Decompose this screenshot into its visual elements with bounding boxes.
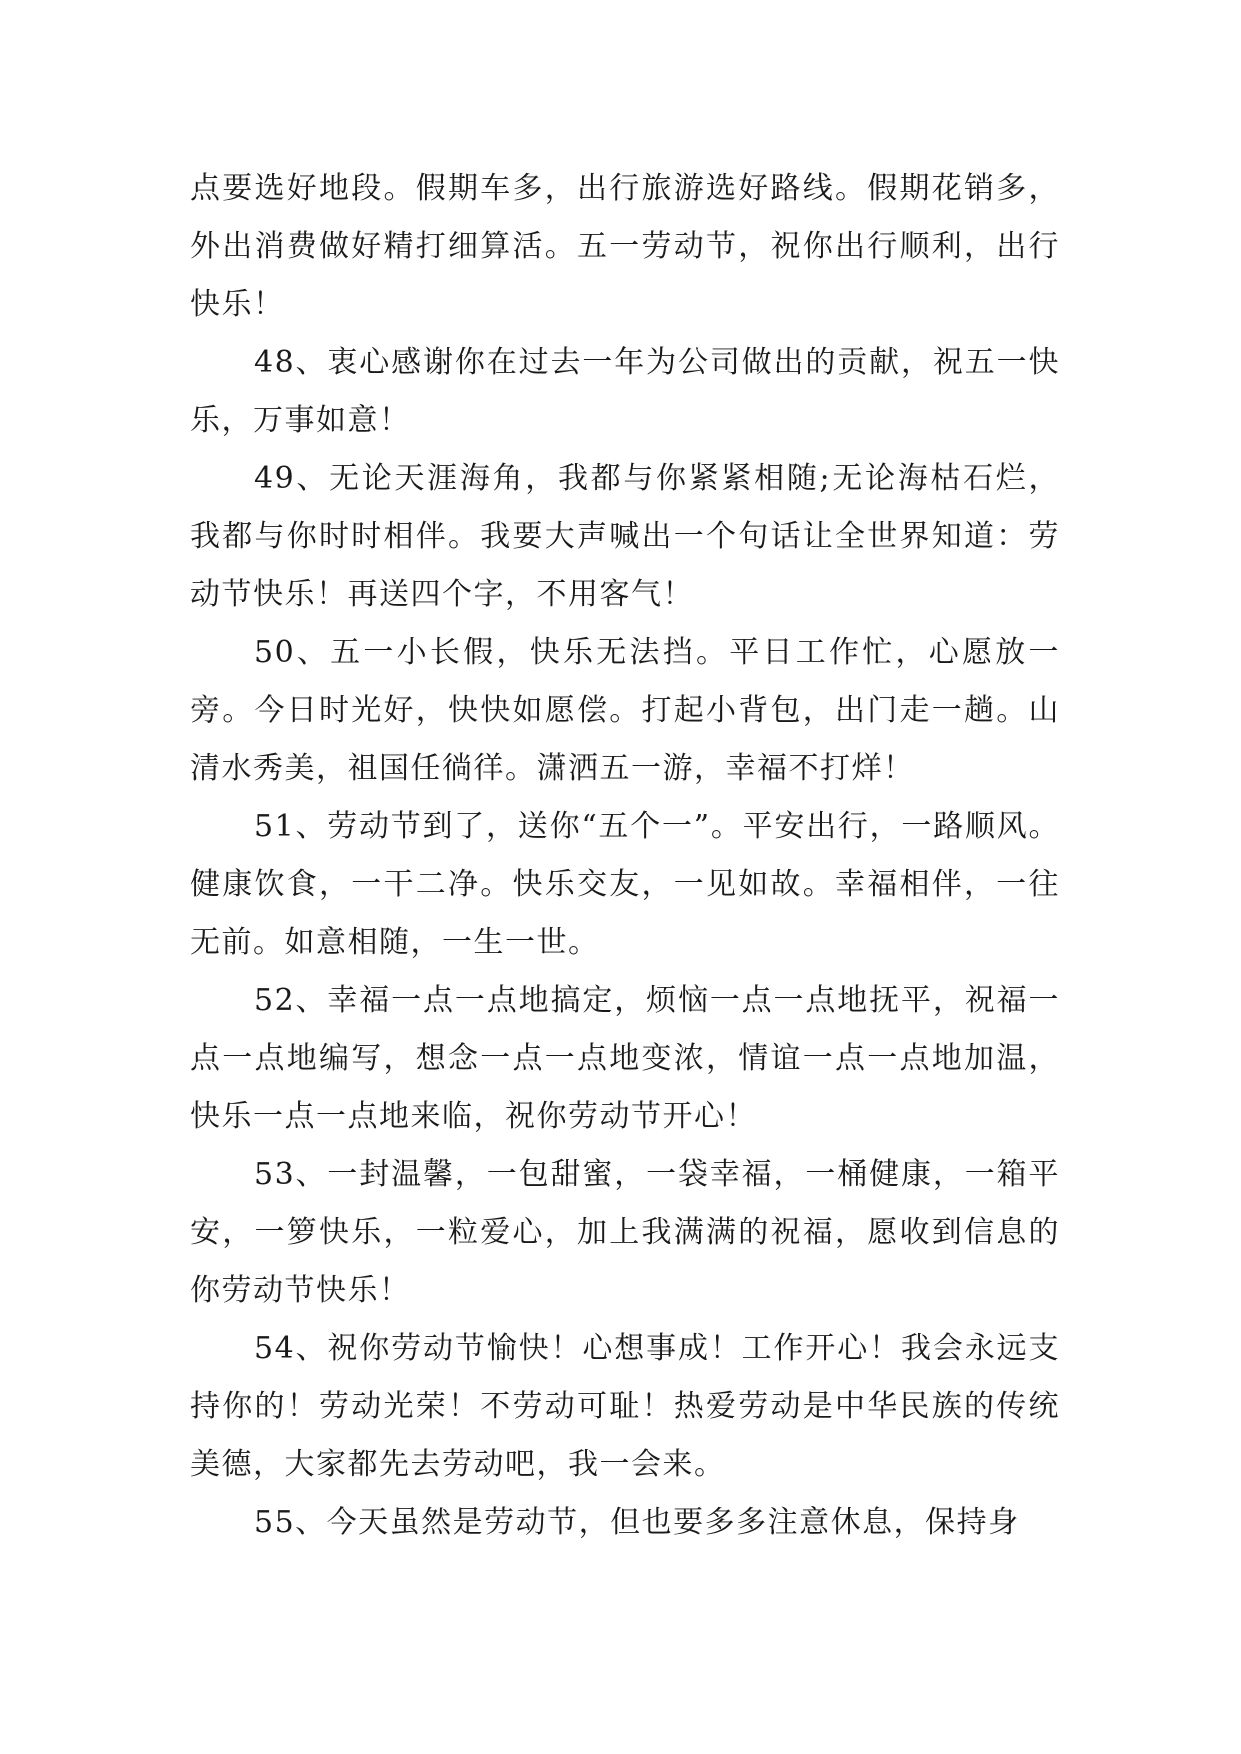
paragraph-49: 49、无论天涯海角，我都与你紧紧相随;无论海枯石烂，我都与你时时相伴。我要大声喊出一个句话让全世界知道：劳动节快乐！再送四个字，不用客气！ xyxy=(190,461,1060,612)
paragraph-continuation: 点要选好地段。假期车多，出行旅游选好路线。假期花销多，外出消费做好精打细算活。五一劳动节，祝你出行顺利，出行快乐！ xyxy=(190,171,1060,322)
paragraph-54: 54、祝你劳动节愉快！心想事成！工作开心！我会永远支持你的！劳动光荣！不劳动可耻！热爱劳动是中华民族的传统美德，大家都先去劳动吧，我一会来。 xyxy=(190,1331,1060,1482)
paragraph-51: 51、劳动节到了，送你“五个一”。平安出行，一路顺风。健康饮食，一干二净。快乐交友，一见如故。幸福相伴，一往无前。如意相随，一生一世。 xyxy=(190,809,1060,960)
paragraph-53: 53、一封温馨，一包甜蜜，一袋幸福，一桶健康，一箱平安，一箩快乐，一粒爱心，加上我满满的祝福，愿收到信息的你劳动节快乐！ xyxy=(190,1157,1060,1308)
paragraph-55: 55、今天虽然是劳动节，但也要多多注意休息，保持身 xyxy=(254,1505,1020,1540)
paragraph-50: 50、五一小长假，快乐无法挡。平日工作忙，心愿放一旁。今日时光好，快快如愿偿。打起小背包，出门走一趟。山清水秀美，祖国任徜徉。潇洒五一游，幸福不打烊！ xyxy=(190,635,1060,786)
paragraph-48: 48、衷心感谢你在过去一年为公司做出的贡献，祝五一快乐，万事如意！ xyxy=(190,345,1060,438)
document-body xyxy=(190,160,1060,1552)
paragraph-52: 52、幸福一点一点地搞定，烦恼一点一点地抚平，祝福一点一点地编写，想念一点一点地变浓，情谊一点一点地加温，快乐一点一点地来临，祝你劳动节开心！ xyxy=(190,983,1060,1134)
